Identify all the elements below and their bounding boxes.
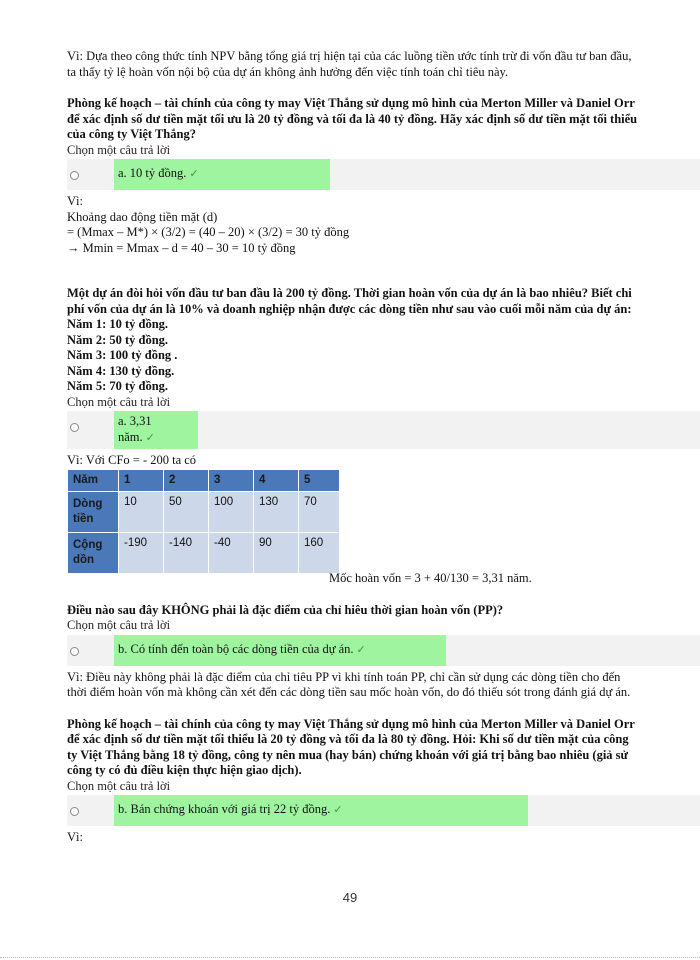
radio-button[interactable]: [70, 807, 79, 816]
vi-label: Vì:: [67, 194, 83, 208]
table-header-row: [68, 469, 340, 492]
cashflow-year: Năm 2: 50 tỷ đồng.: [67, 332, 169, 347]
radio-button[interactable]: [70, 171, 79, 180]
table-cell: 70: [299, 492, 340, 533]
table-cell: 160: [299, 533, 340, 574]
question-1-text: Phòng kế hoạch – tài chính của công ty may Việt Thắng sử dụng mô hình của Merton Miller và Daniel Orr để xác định số dư tiền mặt tối ưu là 20 tỷ đồng và tối đa là 40 tỷ đồng. Hãy xác định số dư tiền mặt tối thiểu của công ty Việt Thắng?: [67, 96, 638, 141]
vi-label: Vì:: [67, 830, 83, 844]
cashflow-year: Năm 4: 130 tỷ đồng.: [67, 363, 175, 378]
table-header-cell: 5: [299, 469, 340, 492]
radio-button[interactable]: [70, 647, 79, 656]
cashflow-table: [67, 469, 340, 575]
row-label: Dòng tiền: [68, 492, 119, 533]
table-row: [68, 492, 340, 533]
table-cell: 10: [119, 492, 164, 533]
answer-option-q3[interactable]: [67, 635, 700, 666]
table-row: [68, 533, 340, 574]
vi-explanation: Vì: Điều này không phải là đặc điểm của chỉ tiêu PP vì khi tính toán PP, chỉ cần sử dụng các dòng tiền cho đến thời điểm hoàn vốn mà không cần xét đến các dòng tiền sau mốc hoàn vốn, do đó thiếu sót trong đánh giá dự án.: [67, 669, 631, 699]
table-header-cell: 4: [254, 469, 299, 492]
table-header-cell: 3: [209, 469, 254, 492]
explanation-line: = (Mmax – M*) × (3/2) = (40 – 20) × (3/2) = 30 tỷ đồng: [67, 225, 350, 239]
table-header-cell: 2: [164, 469, 209, 492]
page-divider: [0, 957, 700, 958]
table-cell: -40: [209, 533, 254, 574]
page-number: 49: [342, 890, 358, 905]
selected-answer: a. 10 tỷ đồng. ✓: [114, 159, 330, 190]
vi-label: Vì:: [67, 49, 83, 63]
check-icon: ✓: [356, 643, 366, 656]
selected-answer: b. Bán chứng khoán với giá trị 22 tỷ đồng. ✓: [114, 795, 528, 826]
table-cell: 90: [254, 533, 299, 574]
explanation-line: Khoảng dao động tiền mặt (d): [67, 209, 218, 224]
selected-answer: b. Có tính đến toàn bộ các dòng tiền của dự án. ✓: [114, 635, 446, 666]
vi-explanation: Vì: Với CFo = - 200 ta có: [67, 453, 197, 467]
answer-prompt: Chọn một câu trả lời: [67, 778, 171, 793]
answer-option-q1[interactable]: [67, 159, 700, 190]
check-icon: ✓: [145, 431, 155, 444]
answer-option-q4[interactable]: [67, 795, 700, 826]
table-cell: -140: [164, 533, 209, 574]
intro-explanation: Vì: Dựa theo công thức tính NPV bằng tổng giá trị hiện tại của các luồng tiền ước tính trừ đi vốn đầu tư ban đầu, ta thấy tỷ lệ hoàn vốn nội bộ của dự án không ảnh hưởng đến việc tính toán chỉ tiêu này.: [67, 49, 632, 79]
table-cell: 100: [209, 492, 254, 533]
explanation-line: → Mmin = Mmax – d = 40 – 30 = 10 tỷ đồng: [67, 240, 296, 255]
answer-prompt: Chọn một câu trả lời: [67, 618, 171, 632]
table-cell: -190: [119, 533, 164, 574]
table-cell: 50: [164, 492, 209, 533]
vi-label: Vì:: [67, 669, 83, 684]
answer-prompt: Chọn một câu trả lời: [67, 142, 171, 157]
table-header-cell: 1: [119, 469, 164, 492]
question-2-text: Một dự án đòi hỏi vốn đầu tư ban đầu là 200 tỷ đồng. Thời gian hoàn vốn của dự án là bao nhiêu? Biết chi phí vốn của dự án là 10% và doanh nghiệp nhận được các dòng tiền như sau vào cuối mỗi năm của dự án:: [67, 286, 632, 316]
table-cell: 130: [254, 492, 299, 533]
cashflow-year: Năm 3: 100 tỷ đồng .: [67, 348, 178, 362]
document-page: [67, 49, 639, 846]
payback-result: Mốc hoàn vốn = 3 + 40/130 = 3,31 năm.: [329, 571, 532, 585]
check-icon: ✓: [333, 804, 343, 816]
question-4-text: Phòng kế hoạch – tài chính của công ty may Việt Thắng sử dụng mô hình của Merton Miller và Daniel Orr để xác định số dư tiền mặt tối thiểu là 20 tỷ đồng và tối đa là 80 tỷ đồng. Hỏi: Khi số dư tiền mặt của công ty Việt Thắng bằng 18 tỷ đồng, công ty nên mua (hay bán) chứng khoán với giá trị bằng bao nhiêu (giả sử công ty có đủ điều kiện thực hiện giao dịch).: [67, 716, 635, 777]
answer-prompt: Chọn một câu trả lời: [67, 394, 171, 409]
answer-option-q2[interactable]: [67, 411, 700, 449]
selected-answer: a. 3,31 năm. ✓: [114, 411, 198, 449]
cashflow-year: Năm 5: 70 tỷ đồng.: [67, 379, 169, 393]
question-3-text: Điều nào sau đây KHÔNG phải là đặc điểm của chỉ hiêu thời gian hoàn vốn (PP)?: [67, 602, 504, 617]
radio-button[interactable]: [70, 423, 79, 432]
cashflow-year: Năm 1: 10 tỷ đồng.: [67, 317, 169, 331]
check-icon: ✓: [189, 168, 199, 180]
table-header-cell: Năm: [68, 469, 119, 492]
row-label: Cộng dồn: [68, 533, 119, 574]
